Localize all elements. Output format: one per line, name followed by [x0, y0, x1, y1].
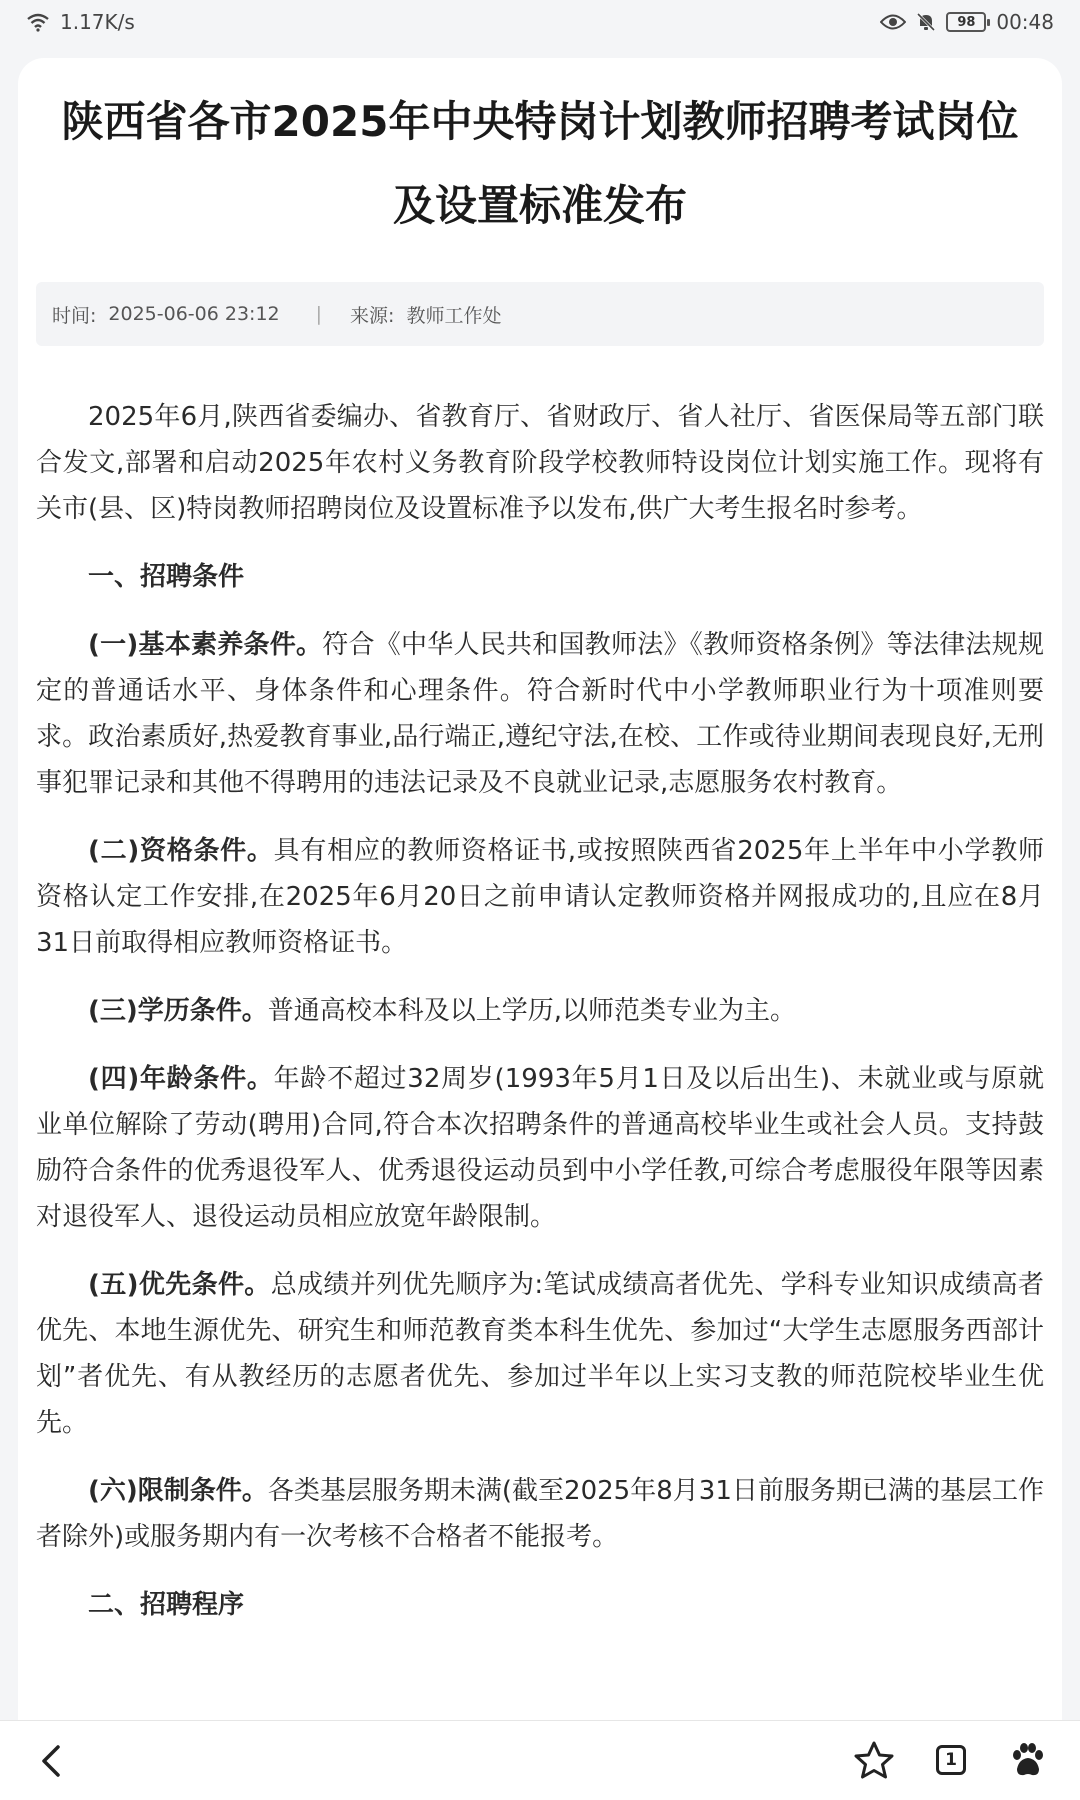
condition-title: (一)基本素养条件。 — [88, 630, 323, 660]
meta-separator: | — [315, 303, 323, 325]
intro-paragraph: 2025年6月,陕西省委编办、省教育厅、省财政厅、省人社厅、省医保局等五部门联合发文,部署和启动2025年农村义务教育阶段学校教师特设岗位计划实施工作。现将有关市(县、区)特岗教师招聘岗位及设置标准予以发布,供广大考生报名时参考。 — [36, 402, 1044, 524]
section-heading-2: 二、招聘程序 — [88, 1590, 245, 1620]
condition-paragraph — [36, 1468, 1044, 1560]
condition-text: 符合《中华人民共和国教师法》《教师资格条例》等法律法规规定的普通话水平、身体条件和心理条件。符合新时代中小学教师职业行为十项准则要求。政治素质好,热爱教育事业,品行端正,遵纪守法,在校、工作或待业期间表现良好,无刑事犯罪记录和其他不得聘用的违法记录及不良就业记录,志愿服务农村教育。 — [36, 630, 1044, 798]
back-arrow-icon[interactable] — [28, 1737, 76, 1785]
bell-off-icon — [916, 12, 936, 32]
condition-paragraph — [36, 828, 1044, 966]
tabs-button[interactable] — [928, 1737, 976, 1785]
source-label: 来源: — [350, 304, 395, 327]
bottom-toolbar — [0, 1720, 1080, 1800]
source-value: 教师工作处 — [406, 304, 502, 327]
section-heading-1: 一、招聘条件 — [88, 562, 245, 592]
condition-title: (四)年龄条件。 — [88, 1064, 274, 1094]
paw-icon[interactable] — [1004, 1737, 1052, 1785]
clock: 00:48 — [996, 10, 1054, 34]
condition-text: 年龄不超过32周岁(1993年5月1日及以后出生)、未就业或与原就业单位解除了劳动(聘用)合同,符合本次招聘条件的普通高校毕业生或社会人员。支持鼓励符合条件的优秀退役军人、优秀退役运动员到中小学任教,可综合考虑服役年限等因素对退役军人、退役运动员相应放宽年龄限制。 — [36, 1064, 1044, 1232]
condition-text: 各类基层服务期未满(截至2025年8月31日前服务期已满的基层工作者除外)或服务期内有一次考核不合格者不能报考。 — [36, 1476, 1044, 1552]
condition-text: 普通高校本科及以上学历,以师范类专业为主。 — [267, 996, 797, 1026]
condition-title: (三)学历条件。 — [88, 996, 268, 1026]
tabs-icon: 1 — [936, 1745, 966, 1775]
condition-title: (二)资格条件。 — [88, 836, 274, 866]
condition-text: 具有相应的教师资格证书,或按照陕西省2025年上半年中小学教师资格认定工作安排,在2025年6月20日之前申请认定教师资格并网报成功的,且应在8月31日前取得相应教师资格证书。 — [36, 836, 1044, 958]
condition-title: (五)优先条件。 — [88, 1270, 271, 1300]
condition-paragraph — [36, 988, 1044, 1034]
status-left — [26, 10, 135, 34]
status-bar — [0, 0, 1080, 44]
article-title: 陕西省各市2025年中央特岗计划教师招聘考试岗位及设置标准发布 — [61, 97, 1019, 230]
network-speed: 1.17K/s — [60, 10, 135, 34]
article-card — [18, 58, 1062, 1728]
condition-paragraph — [36, 622, 1044, 806]
condition-text: 总成绩并列优先顺序为:笔试成绩高者优先、学科专业知识成绩高者优先、本地生源优先、研究生和师范教育类本科生优先、参加过“大学生志愿服务西部计划”者优先、有从教经历的志愿者优先、参加过半年以上实习支教的师范院校毕业生优先。 — [36, 1270, 1044, 1438]
star-icon[interactable] — [850, 1737, 898, 1785]
status-right — [880, 10, 1054, 34]
condition-paragraph — [36, 1056, 1044, 1240]
article-meta — [36, 282, 1044, 346]
battery-indicator: 98 — [946, 12, 986, 32]
eye-icon — [880, 13, 906, 31]
condition-paragraph — [36, 1262, 1044, 1446]
article-body — [18, 346, 1062, 1628]
condition-title: (六)限制条件。 — [88, 1476, 268, 1506]
wifi-icon — [26, 12, 50, 32]
time-label: 时间: — [52, 304, 97, 327]
time-value: 2025-06-06 23:12 — [108, 303, 280, 325]
